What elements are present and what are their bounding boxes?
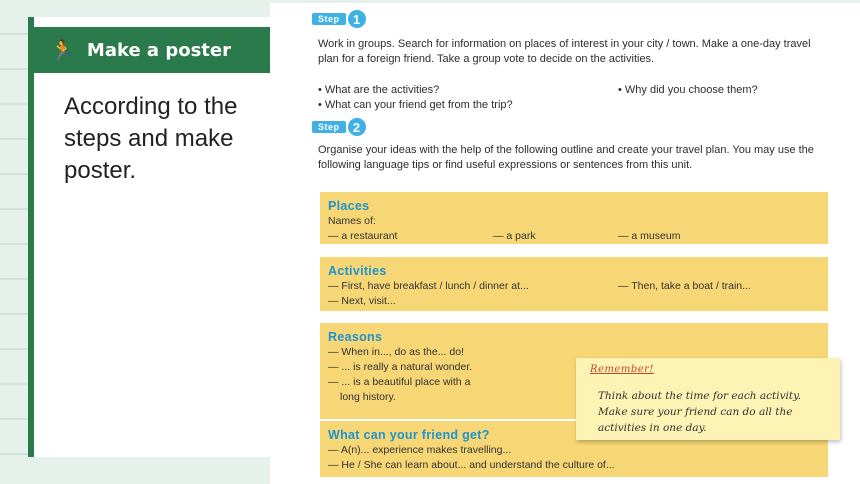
activities-line: — Next, visit... bbox=[328, 295, 396, 307]
step-number: 1 bbox=[348, 10, 366, 28]
instruction-line: poster. bbox=[64, 157, 137, 184]
bullet-item: • Why did you choose them? bbox=[618, 83, 758, 98]
card-header bbox=[34, 27, 280, 73]
activities-line: — First, have breakfast / lunch / dinner at... bbox=[328, 280, 529, 292]
step-number: 2 bbox=[348, 118, 366, 136]
remember-text bbox=[598, 388, 844, 436]
places-item: — a restaurant bbox=[328, 230, 398, 242]
places-title: Places bbox=[328, 199, 370, 213]
benefits-line: — A(n)... experience makes travelling... bbox=[328, 444, 512, 456]
remember-note bbox=[576, 358, 840, 440]
reasons-line: — ... is really a natural wonder. bbox=[328, 361, 473, 373]
remember-line: Think about the time for each activity. bbox=[598, 390, 801, 402]
places-subtitle: Names of: bbox=[328, 215, 376, 227]
step-1-bullets bbox=[318, 83, 838, 113]
step-2-heading bbox=[312, 118, 366, 136]
instruction-line: steps and make bbox=[64, 125, 234, 152]
bullet-item: • What are the activities? bbox=[318, 83, 618, 98]
card-instructions bbox=[64, 91, 284, 187]
textbook-page bbox=[270, 3, 860, 484]
bullet-item: • What can your friend get from the trip? bbox=[318, 98, 513, 113]
poster-task-card bbox=[28, 17, 280, 457]
places-box bbox=[320, 192, 828, 244]
remember-line: activities in one day. bbox=[598, 422, 707, 434]
instruction-line: According to the bbox=[64, 93, 238, 120]
benefits-title: What can your friend get? bbox=[328, 428, 490, 442]
activities-title: Activities bbox=[328, 264, 387, 278]
step-label: Step bbox=[312, 13, 346, 25]
remember-title: Remember! bbox=[590, 364, 654, 375]
reasons-line: long history. bbox=[340, 391, 396, 403]
step-label: Step bbox=[312, 121, 346, 133]
activities-line: — Then, take a boat / train... bbox=[618, 280, 751, 292]
benefits-line: — He / She can learn about... and understand the culture of... bbox=[328, 459, 615, 471]
card-title: Make a poster bbox=[86, 39, 231, 61]
running-person-icon: 🏃 bbox=[50, 38, 75, 62]
step-1-heading bbox=[312, 10, 366, 28]
places-item: — a park bbox=[493, 230, 536, 242]
places-item: — a museum bbox=[618, 230, 681, 242]
step-1-text: Work in groups. Search for information on places of interest in your city / town. Make a one-day travel plan for a foreign friend. Take a group vote to decide on the activities. bbox=[318, 38, 811, 65]
remember-line: Make sure your friend can do all the bbox=[598, 406, 793, 418]
reasons-line: — ... is a beautiful place with a bbox=[328, 376, 471, 388]
activities-box bbox=[320, 257, 828, 311]
reasons-line: — When in..., do as the... do! bbox=[328, 346, 464, 358]
reasons-title: Reasons bbox=[328, 330, 383, 344]
step-2-text: Organise your ideas with the help of the following outline and create your travel plan. You may use the following language tips or find useful expressions or sentences from this unit. bbox=[318, 144, 814, 171]
